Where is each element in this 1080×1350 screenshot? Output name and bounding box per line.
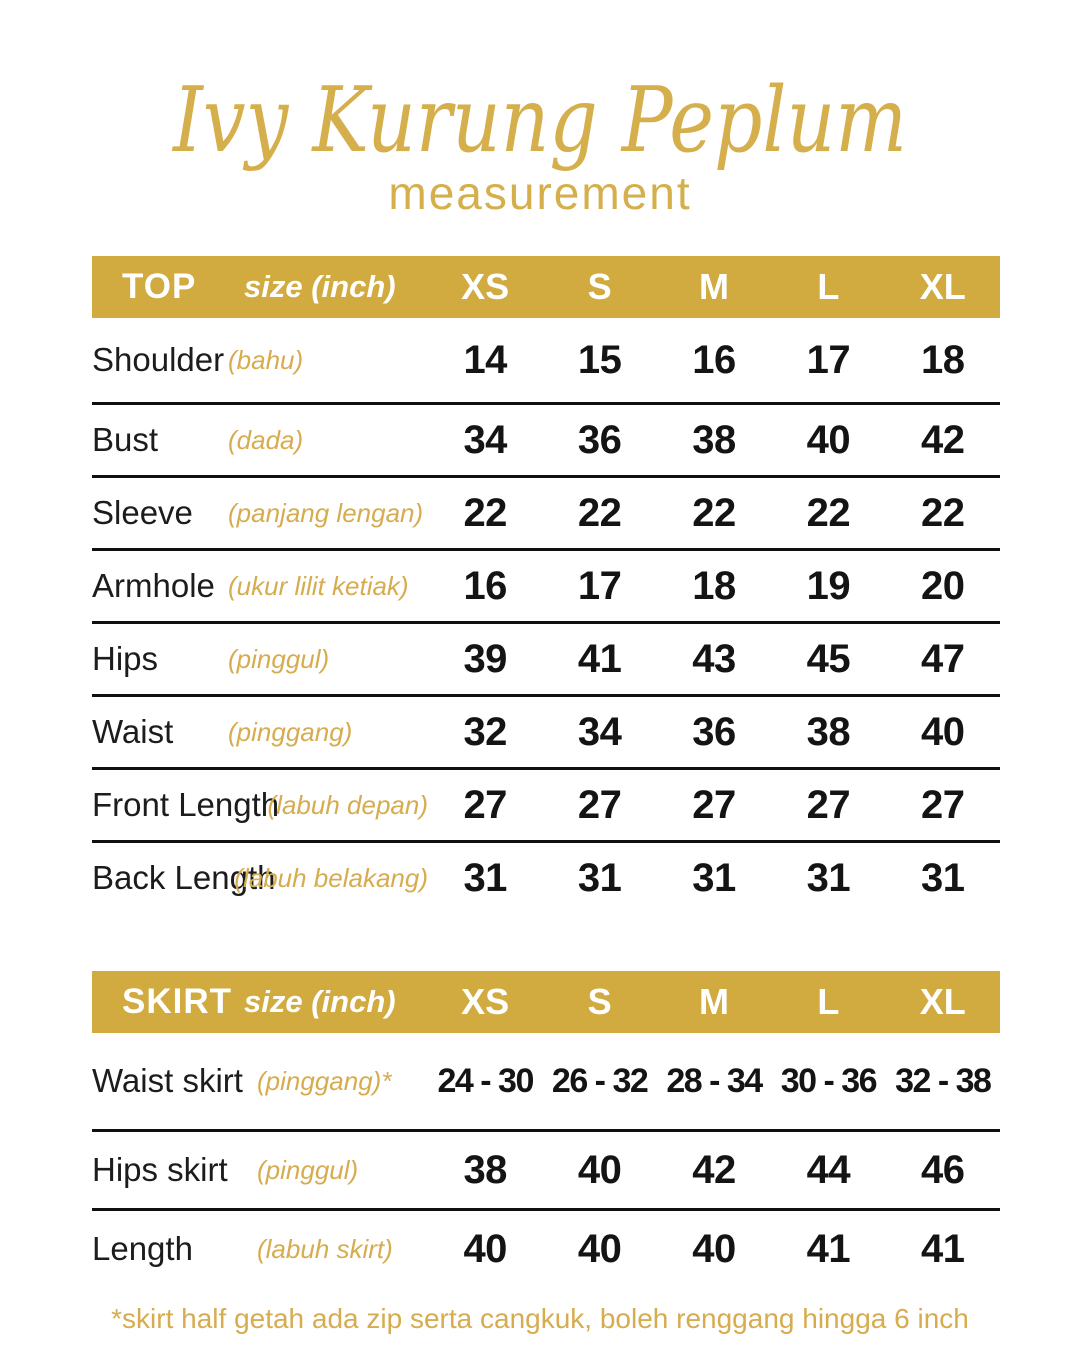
size-column-header: XL <box>919 266 966 307</box>
product-title: Ivy Kurung Peplum <box>173 68 907 173</box>
measurement-label-malay: (bahu) <box>228 344 304 375</box>
table-header-band <box>92 256 1000 318</box>
measurement-value: 16 <box>463 563 507 608</box>
measurement-row <box>92 478 1000 551</box>
measurement-value: 40 <box>577 1226 622 1271</box>
measurement-label: Back Length <box>92 859 276 896</box>
measurement-label: Hips skirt <box>92 1151 228 1188</box>
measurement-row <box>92 318 1000 405</box>
table-header-label-cell <box>92 982 428 1022</box>
measurement-row <box>92 551 1000 624</box>
measurement-value: 41 <box>577 636 622 681</box>
measurement-label-malay: (pinggang)* <box>257 1065 392 1096</box>
measurement-value: 34 <box>463 417 507 462</box>
measurement-value: 22 <box>921 490 965 535</box>
skirt-measurement-table <box>92 971 1000 1287</box>
unit-label: size (inch) <box>244 984 396 1019</box>
measurement-value: 24 - 30 <box>437 1061 533 1100</box>
measurement-value: 31 <box>463 855 507 900</box>
measurement-value: 17 <box>806 337 851 382</box>
measurement-row <box>92 843 1000 913</box>
measurement-label-malay: (labuh depan) <box>267 789 428 820</box>
size-column-header: L <box>817 266 840 307</box>
measurement-value: 32 - 38 <box>895 1061 991 1100</box>
measurement-label-malay: (pinggul) <box>257 1154 359 1185</box>
measurement-label: Waist skirt <box>92 1062 243 1099</box>
measurement-value: 38 <box>463 1147 507 1192</box>
measurement-value: 15 <box>577 337 622 382</box>
measurement-value: 31 <box>692 855 736 900</box>
measurement-row <box>92 1033 1000 1132</box>
size-column-header: XS <box>461 981 510 1022</box>
measurement-label-cell <box>92 1062 428 1100</box>
measurement-value: 20 <box>921 563 965 608</box>
top-measurement-table <box>92 256 1000 913</box>
measurement-value: 27 <box>692 782 736 827</box>
measurement-label-cell <box>92 567 428 605</box>
measurement-value: 28 - 34 <box>666 1061 762 1100</box>
size-column-header: M <box>698 266 729 307</box>
measurement-label-cell <box>92 494 428 532</box>
size-column-header: S <box>587 266 612 307</box>
measurement-value: 31 <box>806 855 851 900</box>
size-column-header: L <box>817 981 840 1022</box>
measurement-value: 32 <box>463 709 507 754</box>
measurement-subtitle: measurement <box>388 167 692 219</box>
measurement-label-cell <box>92 713 428 751</box>
measurement-value: 40 <box>463 1226 507 1271</box>
measurement-value: 44 <box>806 1147 851 1192</box>
measurement-value: 14 <box>463 337 507 382</box>
measurement-label: Sleeve <box>92 494 193 531</box>
measurement-value: 40 <box>577 1147 622 1192</box>
measurement-label-cell <box>92 1151 428 1189</box>
measurement-label-malay: (pinggul) <box>228 643 330 674</box>
measurement-value: 34 <box>577 709 622 754</box>
skirt-footnote: *skirt half getah ada zip serta cangkuk, boleh renggang hingga 6 inch <box>111 1303 969 1334</box>
measurement-label-cell <box>92 786 428 824</box>
measurement-value: 39 <box>463 636 507 681</box>
measurement-value: 26 - 32 <box>551 1061 648 1100</box>
measurement-value: 22 <box>577 490 622 535</box>
measurement-label-cell <box>92 341 428 379</box>
measurement-value: 42 <box>921 417 965 462</box>
measurement-value: 19 <box>806 563 851 608</box>
measurement-label: Front Length <box>92 786 280 823</box>
measurement-value: 27 <box>806 782 851 827</box>
table-header-band <box>92 971 1000 1033</box>
measurement-label: Shoulder <box>92 341 225 378</box>
measurement-label: Length <box>92 1230 193 1267</box>
measurement-value: 41 <box>806 1226 851 1271</box>
measurement-value: 27 <box>921 782 965 827</box>
size-column-header: XS <box>461 266 510 307</box>
measurement-value: 16 <box>692 337 736 382</box>
measurement-value: 36 <box>577 417 622 462</box>
measurement-value: 31 <box>921 855 965 900</box>
table-header-label-cell <box>92 267 428 307</box>
measurement-row <box>92 624 1000 697</box>
measurement-label: Bust <box>92 421 159 458</box>
measurement-value: 38 <box>692 417 736 462</box>
measurement-value: 27 <box>463 782 507 827</box>
measurement-label-malay: (pinggang) <box>228 716 353 747</box>
measurement-label-malay: (labuh skirt) <box>257 1233 393 1264</box>
measurement-value: 46 <box>921 1147 965 1192</box>
measurement-value: 40 <box>921 709 965 754</box>
measurement-value: 31 <box>577 855 622 900</box>
measurement-label-malay: (ukur lilit ketiak) <box>228 570 409 601</box>
measurement-value: 30 - 36 <box>780 1061 877 1100</box>
measurement-label: Armhole <box>92 567 215 604</box>
measurement-value: 43 <box>692 636 736 681</box>
measurement-label-cell <box>92 421 428 459</box>
size-column-header: XL <box>919 981 966 1022</box>
measurement-value: 22 <box>463 490 507 535</box>
measurement-value: 40 <box>806 417 851 462</box>
size-column-header: S <box>587 981 612 1022</box>
measurement-value: 18 <box>692 563 736 608</box>
measurement-label-cell <box>92 1230 428 1268</box>
unit-label: size (inch) <box>244 269 396 304</box>
table-title: TOP <box>122 267 197 306</box>
measurement-value: 36 <box>692 709 736 754</box>
measurement-value: 17 <box>577 563 622 608</box>
measurement-value: 18 <box>921 337 965 382</box>
measurement-value: 40 <box>692 1226 736 1271</box>
measurement-label-malay: (panjang lengan) <box>228 497 424 528</box>
table-title: SKIRT <box>122 982 232 1021</box>
measurement-value: 42 <box>692 1147 736 1192</box>
measurement-label-malay: (labuh belakang) <box>234 862 428 893</box>
measurement-row <box>92 1211 1000 1287</box>
measurement-value: 22 <box>806 490 851 535</box>
measurement-row <box>92 1132 1000 1211</box>
measurement-value: 27 <box>577 782 622 827</box>
measurement-value: 45 <box>806 636 851 681</box>
measurement-row <box>92 770 1000 843</box>
measurement-label: Hips <box>92 640 159 677</box>
measurement-value: 41 <box>921 1226 965 1271</box>
measurement-value: 38 <box>806 709 851 754</box>
measurement-value: 22 <box>692 490 736 535</box>
measurement-label-malay: (dada) <box>228 424 304 455</box>
measurement-label: Waist <box>92 713 174 750</box>
measurement-value: 47 <box>921 636 965 681</box>
measurement-label-cell <box>92 640 428 678</box>
measurement-row <box>92 697 1000 770</box>
measurement-label-cell <box>92 859 428 897</box>
measurement-row <box>92 405 1000 478</box>
size-column-header: M <box>698 981 729 1022</box>
